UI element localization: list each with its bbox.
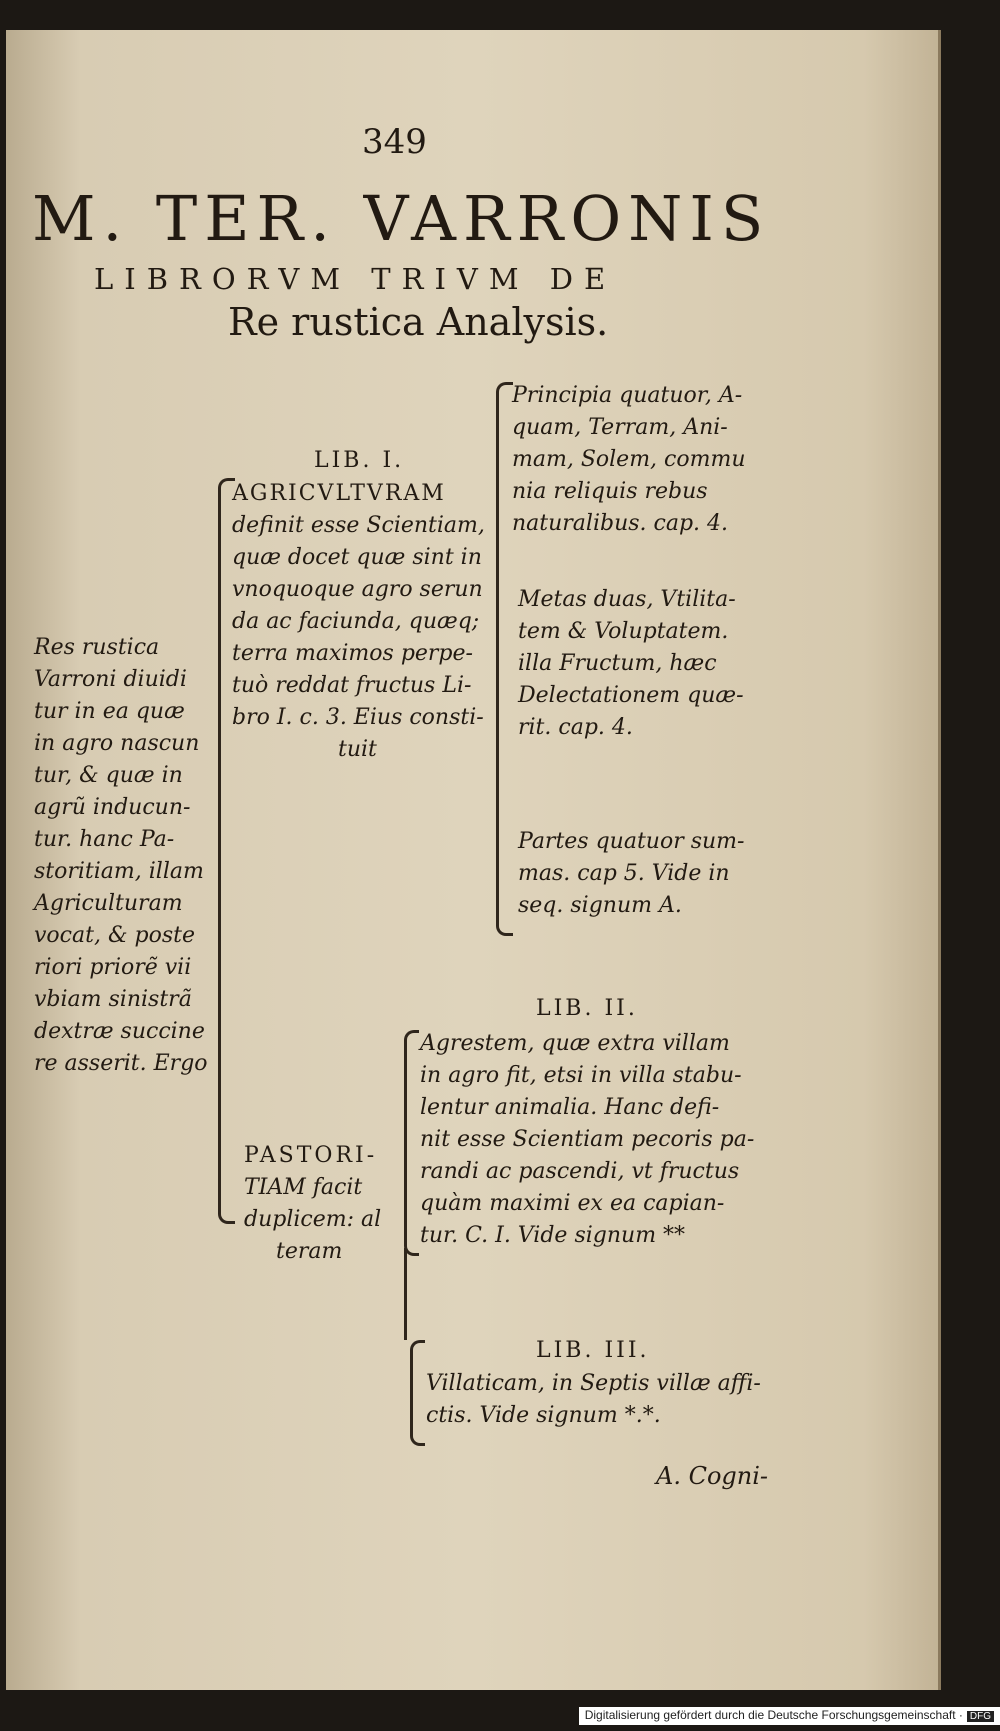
digitization-footer xyxy=(579,1707,1000,1725)
partes-line: Partes quatuor sum- xyxy=(518,829,745,854)
page-title: M. TER. VARRONIS xyxy=(32,182,771,255)
root-line: in agro nascun xyxy=(34,731,200,756)
lib2-block xyxy=(420,1028,754,1252)
principia-line: naturalibus. cap. 4. xyxy=(512,511,729,536)
lib2-line: Agrestem, quæ extra villam xyxy=(420,1031,730,1056)
lib2-line: nit esse Scientiam pecoris pa- xyxy=(420,1127,755,1152)
pastoritiam-bracket xyxy=(404,1030,419,1256)
root-line: agrũ inducun- xyxy=(34,795,191,820)
footer-text: Digitalisierung gefördert durch die Deutsche Forschungsgemeinschaft · xyxy=(584,1708,963,1722)
lib1-line: da ac faciunda, quæq; xyxy=(232,609,480,634)
partes-block xyxy=(518,826,744,922)
principia-line: nia reliquis rebus xyxy=(512,479,708,504)
catchword: A. Cogni- xyxy=(656,1462,769,1490)
principia-line: mam, Solem, commu xyxy=(512,447,746,472)
root-line: tur in ea quæ xyxy=(34,699,185,724)
lib2-line: tur. C. I. Vide signum ** xyxy=(420,1223,686,1248)
lib2-line: quàm maximi ex ea capian- xyxy=(420,1191,725,1216)
page-number: 349 xyxy=(362,122,427,162)
pastoritiam-line: PASTORI- xyxy=(244,1143,378,1168)
pastoritiam-line: teram xyxy=(276,1239,343,1264)
lib1-block xyxy=(232,478,485,766)
lib1-line: definit esse Scientiam, xyxy=(232,513,485,538)
lib1-heading: LIB. I. xyxy=(314,448,405,473)
lib3-block xyxy=(426,1368,761,1432)
pastoritiam-line: duplicem: al xyxy=(244,1207,382,1232)
root-line: re asserit. Ergo xyxy=(34,1051,208,1076)
pastoritiam-line: TIAM facit xyxy=(244,1175,363,1200)
pastoritiam-block xyxy=(244,1140,381,1268)
root-line: storitiam, illam xyxy=(34,859,204,884)
book-page xyxy=(6,30,941,1690)
dfg-badge: DFG xyxy=(967,1711,994,1722)
root-block xyxy=(34,632,208,1080)
lib1-line: vnoquoque agro serun xyxy=(232,577,483,602)
lib1-line: terra maximos perpe- xyxy=(232,641,473,666)
lib1-line: AGRICVLTVRAM xyxy=(232,481,446,506)
root-line: Agriculturam xyxy=(34,891,183,916)
partes-line: mas. cap 5. Vide in xyxy=(518,861,730,886)
lib3-heading: LIB. III. xyxy=(536,1338,650,1363)
lib3-bracket xyxy=(410,1340,425,1446)
metas-line: rit. cap. 4. xyxy=(518,715,633,740)
root-line: vocat, & poste xyxy=(34,923,195,948)
lib1-line: quæ docet quæ sint in xyxy=(232,545,482,570)
main-right-bracket xyxy=(496,382,513,936)
principia-line: Principia quatuor, A- xyxy=(512,383,743,408)
root-line: riori priorẽ vii xyxy=(34,955,192,980)
lib3-line: ctis. Vide signum *.*. xyxy=(426,1403,661,1428)
root-line: tur. hanc Pa- xyxy=(34,827,175,852)
root-line: Res rustica xyxy=(34,635,160,660)
principia-line: quam, Terram, Ani- xyxy=(512,415,728,440)
page-subtitle: LIBRORVM TRIVM DE xyxy=(94,262,617,296)
partes-line: seq. signum A. xyxy=(518,893,682,918)
metas-block xyxy=(518,584,744,744)
connector-line xyxy=(404,1248,407,1340)
lib2-line: randi ac pascendi, vt fructus xyxy=(420,1159,740,1184)
lib1-line: bro I. c. 3. Eius consti- xyxy=(232,705,484,730)
root-line: vbiam sinistrã xyxy=(34,987,192,1012)
lib1-line: tuit xyxy=(338,737,377,762)
lib3-line: Villaticam, in Septis villæ affi- xyxy=(426,1371,761,1396)
root-line: tur, & quæ in xyxy=(34,763,183,788)
metas-line: tem & Voluptatem. xyxy=(518,619,729,644)
lib2-heading: LIB. II. xyxy=(536,996,638,1021)
lib1-line: tuò reddat fructus Li- xyxy=(232,673,472,698)
root-line: dextræ succine xyxy=(34,1019,205,1044)
lib2-line: lentur animalia. Hanc defi- xyxy=(420,1095,720,1120)
metas-line: Delectationem quæ- xyxy=(518,683,744,708)
root-line: Varroni diuidi xyxy=(34,667,187,692)
principia-block xyxy=(512,380,746,540)
lib2-line: in agro fit, etsi in villa stabu- xyxy=(420,1063,742,1088)
metas-line: illa Fructum, hæc xyxy=(518,651,717,676)
page-subtitle-2: Re rustica Analysis. xyxy=(228,300,609,344)
metas-line: Metas duas, Vtilita- xyxy=(518,587,736,612)
